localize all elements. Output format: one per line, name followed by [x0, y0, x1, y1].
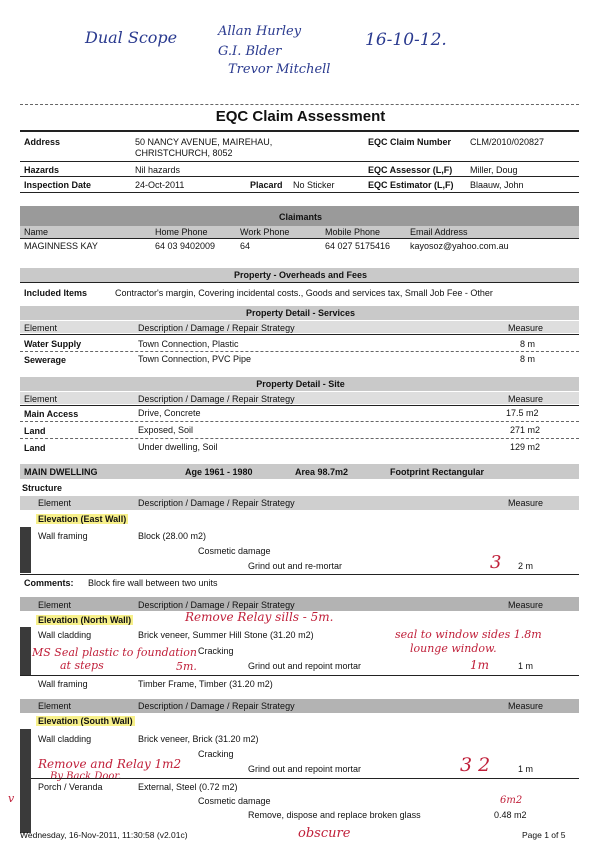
- south-col-measure: Measure: [508, 701, 544, 711]
- handwritten-name-2: G.I. Blder: [218, 44, 282, 59]
- claimant-home-phone: 64 03 9402009: [155, 241, 216, 251]
- north-handwritten-left1: MS Seal plastic to foundation: [32, 646, 197, 659]
- claimants-title: Claimants: [278, 212, 322, 222]
- east-repair: Grind out and re-mortar: [248, 561, 343, 571]
- footer-page-number: Page 1 of 5: [522, 830, 566, 840]
- north-desc1: Brick veneer, Summer Hill Stone (31.20 m2): [138, 630, 314, 640]
- east-side-bar: [20, 527, 31, 573]
- structure-label: Structure: [22, 483, 63, 493]
- south-repair1: Grind out and repoint mortar: [248, 764, 362, 774]
- site-columns-bar: [20, 392, 579, 404]
- north-item2: Wall framing: [38, 679, 88, 689]
- land-exposed-label: Land: [24, 426, 46, 436]
- claimant-name: MAGINNESS KAY: [24, 241, 98, 251]
- inspection-date-value: 24-Oct-2011: [135, 180, 185, 190]
- services-columns-bar: [20, 321, 579, 333]
- handwritten-date: 16-10-12.: [365, 30, 447, 50]
- south-desc2: External, Steel (0.72 m2): [138, 782, 238, 792]
- south-col-element: Element: [38, 701, 72, 711]
- south-measure2: 0.48 m2: [494, 810, 527, 820]
- site-col-desc: Description / Damage / Repair Strategy: [138, 394, 295, 404]
- included-items-label: Included Items: [24, 288, 88, 298]
- services-title: Property Detail - Services: [245, 308, 356, 318]
- south-item2: Porch / Veranda: [38, 782, 103, 792]
- placard-value: No Sticker: [293, 180, 335, 190]
- south-columns-bar: [20, 699, 579, 713]
- handwritten-name-1: Allan Hurley: [218, 24, 302, 39]
- east-rule: [20, 574, 579, 575]
- inspection-date-label: Inspection Date: [24, 180, 92, 190]
- south-handwritten-remove: Remove and Relay 1m2: [38, 757, 182, 771]
- water-supply-measure: 8 m: [520, 339, 536, 349]
- estimator-value: Blaauw, John: [470, 180, 524, 190]
- services-row-divider: [20, 351, 579, 352]
- estimator-label: EQC Estimator (L,F): [368, 180, 454, 190]
- north-rule: [20, 675, 579, 676]
- dwelling-age: Age 1961 - 1980: [185, 467, 253, 477]
- hazards-label: Hazards: [24, 165, 60, 175]
- south-measure1: 1 m: [518, 764, 534, 774]
- placard-label: Placard: [250, 180, 283, 190]
- south-side-bar: [20, 729, 31, 833]
- north-handwritten-seal: seal to window sides 1.8m: [395, 628, 542, 641]
- handwritten-dual-scope: Dual Scope: [85, 28, 178, 47]
- overheads-title: Property - Overheads and Fees: [233, 270, 368, 280]
- services-col-element: Element: [24, 323, 58, 333]
- claimants-col-name: Name: [24, 227, 49, 237]
- north-handwritten-5m: 5m.: [176, 660, 197, 673]
- services-rule: [20, 334, 579, 335]
- north-side-bar: [20, 627, 31, 675]
- north-col-measure: Measure: [508, 600, 544, 610]
- east-col-measure: Measure: [508, 498, 544, 508]
- south-damage1: Cracking: [198, 749, 234, 759]
- title-bottom-rule: [20, 130, 579, 132]
- header-rule-3: [20, 192, 579, 193]
- included-items-text: Contractor's margin, Covering incidental costs., Goods and services tax, Small Job Fee - Other: [115, 288, 493, 298]
- sewerage-label: Sewerage: [24, 355, 67, 365]
- dwelling-title: MAIN DWELLING: [24, 467, 98, 477]
- east-item: Wall framing: [38, 531, 88, 541]
- claimants-col-work: Work Phone: [240, 227, 290, 237]
- site-row-divider-1: [20, 421, 579, 422]
- site-col-element: Element: [24, 394, 58, 404]
- south-handwritten-measure: 3 2: [460, 754, 491, 776]
- east-handwritten-measure: 3: [490, 552, 502, 573]
- assessor-label: EQC Assessor (L,F): [368, 165, 453, 175]
- north-elevation-label: Elevation (North Wall): [38, 615, 132, 625]
- south-item1: Wall cladding: [38, 734, 92, 744]
- assessor-value: Miller, Doug: [470, 165, 518, 175]
- north-repair1: Grind out and repoint mortar: [248, 661, 362, 671]
- south-elevation-label: Elevation (South Wall): [38, 716, 133, 726]
- north-handwritten-relay: Remove Relay sills - 5m.: [185, 610, 334, 624]
- south-col-desc: Description / Damage / Repair Strategy: [138, 701, 295, 711]
- footer-timestamp: Wednesday, 16-Nov-2011, 11:30:58 (v2.01c): [20, 830, 188, 840]
- east-desc: Block (28.00 m2): [138, 531, 207, 541]
- north-handwritten-measure: 1m: [470, 658, 490, 672]
- north-damage1: Cracking: [198, 646, 234, 656]
- water-supply-label: Water Supply: [24, 339, 82, 349]
- south-desc1: Brick veneer, Brick (31.20 m2): [138, 734, 259, 744]
- land-under-desc: Under dwelling, Soil: [138, 442, 218, 452]
- south-handwritten-back: By Back Door.: [50, 771, 122, 782]
- claim-number-label: EQC Claim Number: [368, 137, 452, 147]
- address-line1: 50 NANCY AVENUE, MAIREHAU,: [135, 137, 273, 147]
- land-under-label: Land: [24, 443, 46, 453]
- land-under-measure: 129 m2: [510, 442, 541, 452]
- south-rule: [31, 778, 579, 779]
- claim-number: CLM/2010/020827: [470, 137, 545, 147]
- site-row-divider-2: [20, 438, 579, 439]
- sewerage-desc: Town Connection, PVC Pipe: [138, 354, 252, 364]
- dwelling-footprint: Footprint Rectangular: [390, 467, 484, 477]
- dwelling-area: Area 98.7m2: [295, 467, 349, 477]
- address-label: Address: [24, 137, 61, 147]
- south-repair2: Remove, dispose and replace broken glass: [248, 810, 421, 820]
- east-col-desc: Description / Damage / Repair Strategy: [138, 498, 295, 508]
- title-top-rule: [20, 104, 579, 105]
- north-columns-bar: [20, 597, 579, 611]
- claimants-col-mobile: Mobile Phone: [325, 227, 381, 237]
- south-handwritten-6m: 6m2: [500, 795, 523, 806]
- land-exposed-desc: Exposed, Soil: [138, 425, 194, 435]
- page-title: EQC Claim Assessment: [215, 108, 386, 125]
- main-access-measure: 17.5 m2: [506, 408, 539, 418]
- site-title: Property Detail - Site: [256, 379, 345, 389]
- south-damage2: Cosmetic damage: [198, 796, 271, 806]
- east-damage: Cosmetic damage: [198, 546, 271, 556]
- east-measure: 2 m: [518, 561, 534, 571]
- claimants-columns-bar: [20, 226, 579, 238]
- north-item1: Wall cladding: [38, 630, 92, 640]
- water-supply-desc: Town Connection, Plastic: [138, 339, 239, 349]
- east-elevation-label: Elevation (East Wall): [38, 514, 127, 524]
- footer-handwritten-obscure: obscure: [298, 826, 351, 841]
- hazards-value: Nil hazards: [135, 165, 181, 175]
- east-col-element: Element: [38, 498, 72, 508]
- north-col-element: Element: [38, 600, 72, 610]
- services-col-measure: Measure: [508, 323, 544, 333]
- north-desc2: Timber Frame, Timber (31.20 m2): [138, 679, 273, 689]
- services-col-desc: Description / Damage / Repair Strategy: [138, 323, 295, 333]
- comments-label: Comments:: [24, 578, 74, 588]
- sewerage-measure: 8 m: [520, 354, 536, 364]
- overheads-rule: [20, 282, 579, 283]
- claimant-mobile-phone: 64 027 5175416: [325, 241, 391, 251]
- land-exposed-measure: 271 m2: [510, 425, 541, 435]
- claimants-rule: [20, 238, 579, 239]
- east-columns-bar: [20, 496, 579, 510]
- handwritten-name-3: Trevor Mitchell: [228, 62, 331, 77]
- north-handwritten-left2: at steps: [60, 659, 104, 672]
- claimant-email: kayosoz@yahoo.com.au: [410, 241, 509, 251]
- claimants-col-home: Home Phone: [155, 227, 208, 237]
- site-rule: [20, 405, 579, 406]
- north-measure1: 1 m: [518, 661, 534, 671]
- address-line2: CHRISTCHURCH, 8052: [135, 148, 233, 158]
- north-col-desc: Description / Damage / Repair Strategy: [138, 600, 295, 610]
- main-access-desc: Drive, Concrete: [138, 408, 201, 418]
- header-rule-2: [20, 176, 579, 177]
- site-col-measure: Measure: [508, 394, 544, 404]
- header-rule-1: [20, 161, 579, 162]
- north-handwritten-lounge: lounge window.: [410, 642, 497, 655]
- claimants-col-email: Email Address: [410, 227, 468, 237]
- main-access-label: Main Access: [24, 409, 79, 419]
- margin-tick-mark: v: [8, 792, 15, 805]
- comments-text: Block fire wall between two units: [88, 578, 218, 588]
- claimant-work-phone: 64: [240, 241, 251, 251]
